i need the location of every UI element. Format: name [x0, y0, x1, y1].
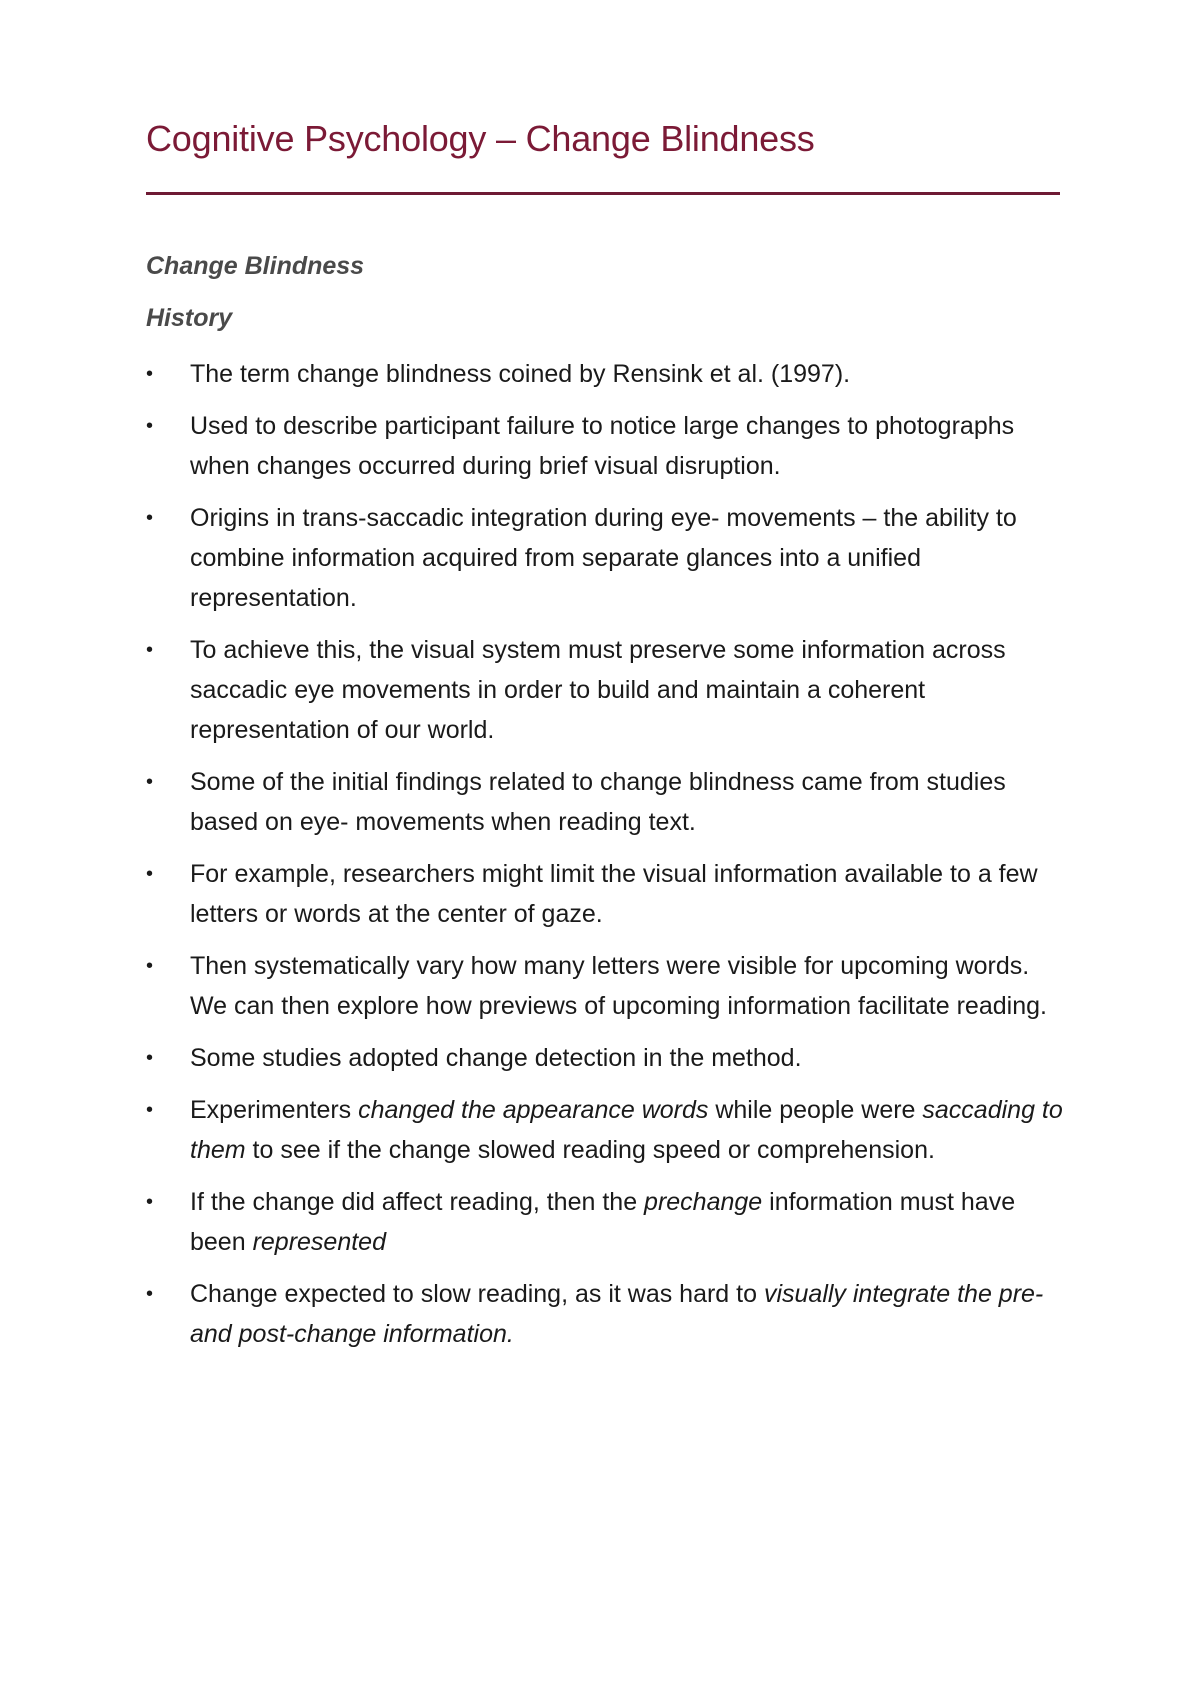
bullet-dot-icon: • — [146, 863, 154, 885]
document-title: Cognitive Psychology – Change Blindness — [146, 118, 815, 159]
bullet-item — [146, 354, 1066, 394]
bullet-dot-icon: • — [146, 415, 154, 437]
bullet-item — [146, 1274, 1066, 1354]
bullet-dot-icon: • — [146, 1047, 154, 1069]
bullet-text-run: information must have been — [190, 1188, 1016, 1256]
bullet-item — [146, 1182, 1066, 1262]
bullet-item — [146, 854, 1066, 934]
bullet-dot-icon: • — [146, 771, 154, 793]
bullet-text-run: Experimenters — [190, 1096, 359, 1124]
bullet-dot-icon: • — [146, 1191, 154, 1213]
bullet-text-run: If the change did affect reading, then the — [190, 1188, 645, 1216]
bullet-dot-icon: • — [146, 639, 154, 661]
bullet-emphasis: visually integrate the pre- and post-change information. — [190, 1280, 1044, 1348]
bullet-text-run: Some of the initial findings related to change blindness came from studies based on eye- movements when reading text. — [190, 768, 1006, 836]
bullet-text — [190, 636, 1006, 744]
bullet-dot-icon: • — [146, 363, 154, 385]
bullet-text-run: Then systematically vary how many letters were visible for upcoming words. We can then explore how previews of upcoming information facilitate reading. — [190, 952, 1047, 1020]
bullet-text-run: The term change blindness coined by Rensink et al. (1997). — [190, 360, 851, 388]
bullet-text — [190, 412, 1014, 480]
subsection-heading: History — [146, 304, 233, 332]
bullet-text — [190, 1044, 802, 1072]
bullet-text — [190, 1188, 1015, 1256]
bullet-emphasis: represented — [252, 1228, 386, 1256]
bullet-text-run: to see if the change slowed reading speed or comprehension. — [245, 1136, 935, 1164]
bullet-item — [146, 1038, 1066, 1078]
bullet-text — [190, 768, 1006, 836]
bullet-text-run: Change expected to slow reading, as it was hard to — [190, 1280, 764, 1308]
bullet-text-run: Some studies adopted change detection in the method. — [190, 1044, 802, 1072]
bullet-dot-icon: • — [146, 1283, 154, 1305]
bullet-dot-icon: • — [146, 507, 154, 529]
bullet-text-run: while people were — [708, 1096, 923, 1124]
bullet-item — [146, 762, 1066, 842]
bullet-text — [190, 504, 1017, 612]
bullet-emphasis: saccading to them — [190, 1096, 1063, 1164]
section-heading: Change Blindness — [146, 252, 365, 280]
bullet-list — [146, 354, 1066, 1366]
title-divider — [146, 192, 1060, 195]
bullet-item — [146, 630, 1066, 750]
bullet-emphasis: prechange — [644, 1188, 763, 1216]
bullet-text-run: Used to describe participant failure to notice large changes to photographs when changes occurred during brief visual disruption. — [190, 412, 1015, 480]
bullet-item — [146, 946, 1066, 1026]
bullet-text-run: Origins in trans-saccadic integration during eye- movements – the ability to combine information acquired from separate glances into a unified representation. — [190, 504, 1017, 612]
bullet-item — [146, 498, 1066, 618]
bullet-text — [190, 1280, 1043, 1348]
bullet-item — [146, 406, 1066, 486]
bullet-item — [146, 1090, 1066, 1170]
bullet-text — [190, 860, 1038, 928]
bullet-text-run: For example, researchers might limit the visual information available to a few letters or words at the center of gaze. — [190, 860, 1038, 928]
bullet-dot-icon: • — [146, 1099, 154, 1121]
bullet-text — [190, 360, 850, 388]
bullet-text — [190, 952, 1047, 1020]
bullet-emphasis: changed the appearance words — [358, 1096, 709, 1124]
bullet-dot-icon: • — [146, 955, 154, 977]
bullet-text-run: To achieve this, the visual system must preserve some information across saccadic eye movements in order to build and maintain a coherent representation of our world. — [190, 636, 1006, 744]
bullet-text — [190, 1096, 1063, 1164]
